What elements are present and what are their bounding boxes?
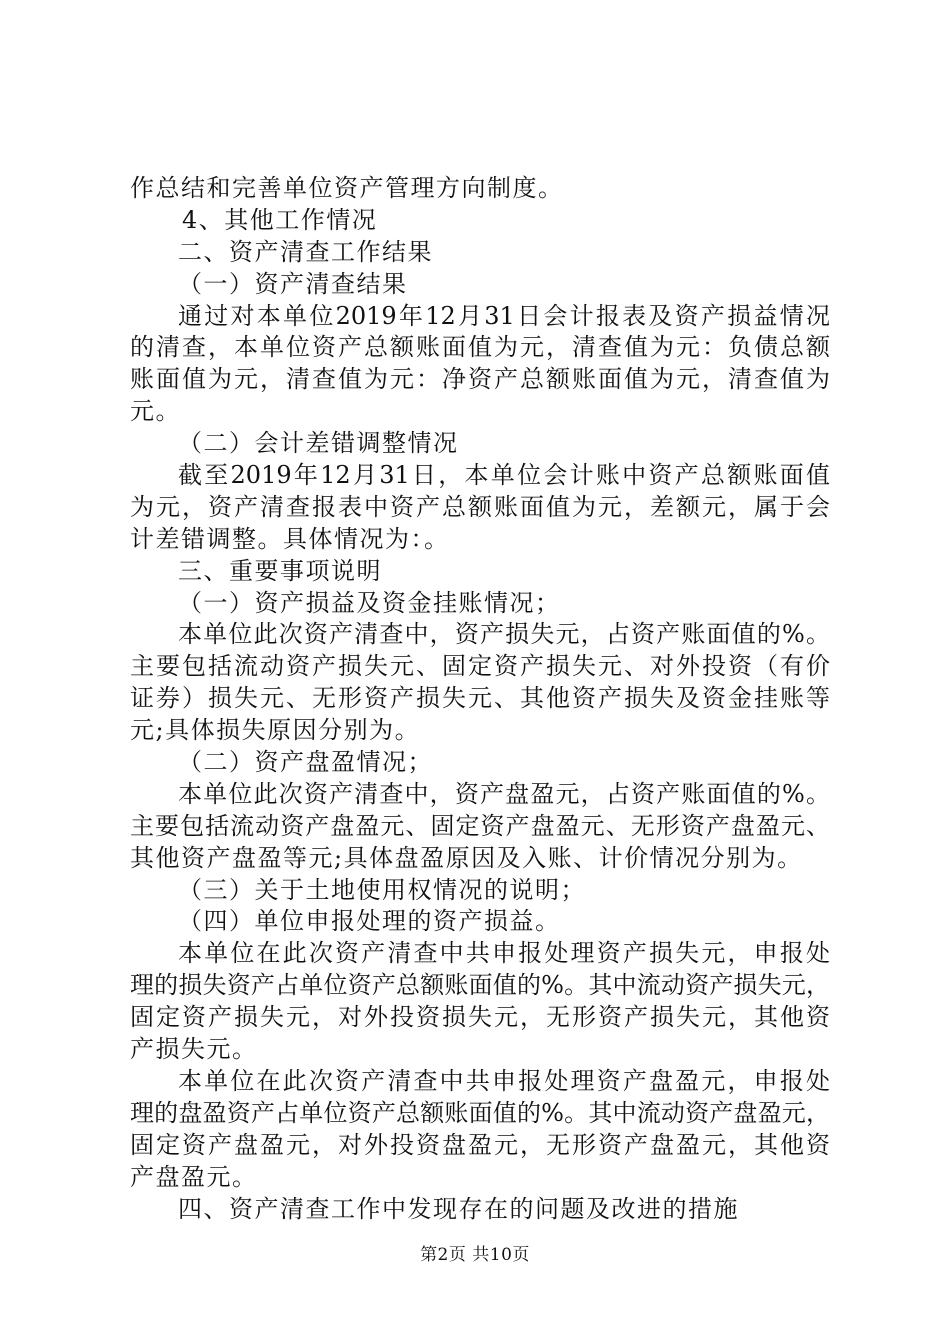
paragraph-line: 产损失元。 — [130, 1035, 258, 1064]
subsection-heading: （二）会计差错调整情况 — [178, 429, 459, 458]
subheading-line: 4、其他工作情况 — [182, 205, 378, 234]
paragraph-line: 本单位此次资产清查中，资产盘盈元，占资产账面值的%。 — [178, 779, 830, 808]
paragraph-line: 截至2019年12月31日，本单位会计账中资产总额账面值 — [178, 461, 830, 490]
page-number-footer: 第2页 共10页 — [420, 1245, 530, 1265]
paragraph-line: 其他资产盘盈等元;具体盘盈原因及入账、计价情况分别为。 — [130, 843, 803, 872]
section-heading: 四、资产清查工作中发现存在的问题及改进的措施 — [178, 1194, 739, 1223]
section-heading: 二、资产清查工作结果 — [178, 237, 433, 266]
subsection-heading: （四）单位申报处理的资产损益。 — [178, 907, 561, 936]
paragraph-line: 的清查，本单位资产总额账面值为元，清查值为元：负债总额 — [130, 333, 830, 362]
paragraph-line: 本单位在此次资产清查中共申报处理资产盘盈元，申报处 — [178, 1066, 830, 1095]
subsection-heading: （一）资产清查结果 — [178, 269, 408, 298]
paragraph-line: 理的损失资产占单位资产总额账面值的%。其中流动资产损失元， — [130, 971, 830, 1000]
paragraph-line: 为元，资产清查报表中资产总额账面值为元，差额元，属于会 — [130, 492, 830, 521]
paragraph-line: 计差错调整。具体情况为：。 — [130, 524, 450, 553]
paragraph-line: 主要包括流动资产损失元、固定资产损失元、对外投资（有价 — [130, 652, 830, 681]
section-heading: 三、重要事项说明 — [178, 556, 382, 585]
subsection-heading: （三）关于土地使用权情况的说明； — [178, 875, 586, 904]
paragraph-line: 本单位在此次资产清查中共申报处理资产损失元，申报处 — [178, 939, 830, 968]
paragraph-line: 本单位此次资产清查中，资产损失元，占资产账面值的%。 — [178, 620, 830, 649]
document-body — [130, 173, 830, 1225]
subsection-heading: （一）资产损益及资金挂账情况； — [178, 588, 561, 617]
paragraph-line: 作总结和完善单位资产管理方向制度。 — [130, 174, 564, 202]
paragraph-line: 产盘盈元。 — [130, 1162, 258, 1191]
paragraph-line: 主要包括流动资产盘盈元、固定资产盘盈元、无形资产盘盈元、 — [130, 811, 830, 840]
paragraph-line: 元;具体损失原因分别为。 — [130, 716, 421, 745]
paragraph-line: 账面值为元，清查值为元：净资产总额账面值为元，清查值为 — [130, 365, 830, 394]
paragraph-line: 固定资产盘盈元，对外投资盘盈元，无形资产盘盈元，其他资 — [130, 1130, 830, 1159]
paragraph-line: 证券）损失元、无形资产损失元、其他资产损失及资金挂账等 — [130, 684, 830, 713]
paragraph-line: 固定资产损失元，对外投资损失元，无形资产损失元，其他资 — [130, 1003, 830, 1032]
subsection-heading: （二）资产盘盈情况； — [178, 748, 433, 777]
paragraph-line: 元。 — [130, 397, 181, 426]
paragraph-line: 理的盘盈资产占单位资产总额账面值的%。其中流动资产盘盈元， — [130, 1098, 830, 1127]
paragraph-line: 通过对本单位2019年12月31日会计报表及资产损益情况 — [178, 301, 830, 330]
